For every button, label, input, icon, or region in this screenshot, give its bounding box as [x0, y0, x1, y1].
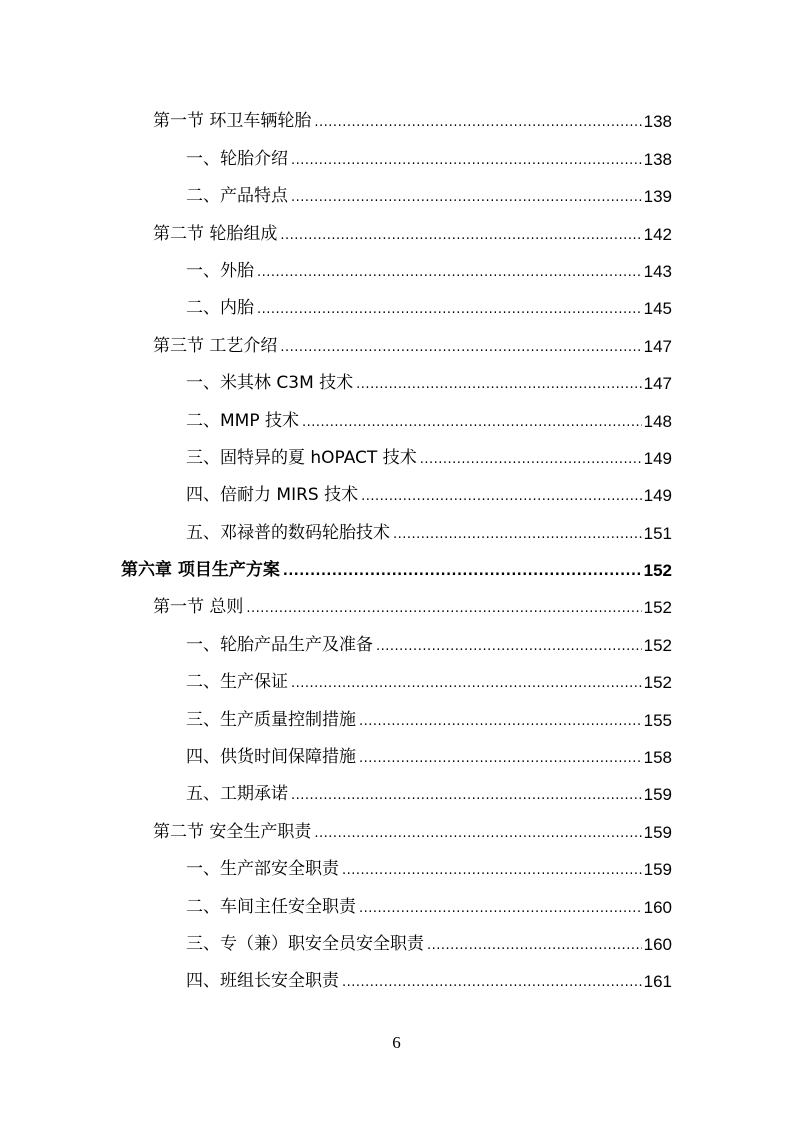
toc-entry-item[interactable] — [186, 847, 672, 884]
toc-entry-item[interactable] — [186, 660, 672, 697]
toc-entry-item[interactable] — [186, 735, 672, 772]
toc-entry-title: 二、产品特点 — [186, 186, 288, 207]
toc-entry-page-number: 143 — [643, 261, 672, 281]
toc-entry-title: 五、邓禄普的数码轮胎技术 — [186, 522, 390, 543]
toc-entry-page-number: 159 — [643, 822, 672, 842]
toc-entry-page-number: 147 — [643, 336, 672, 356]
toc-entry-title: 三、生产质量控制措施 — [186, 709, 356, 730]
dot-leader — [314, 116, 641, 129]
toc-entry-title: 五、工期承诺 — [186, 784, 288, 805]
toc-entry-page-number: 139 — [643, 187, 672, 207]
toc-entry-title: 四、倍耐力 MIRS 技术 — [186, 485, 359, 506]
toc-entry-title: 一、轮胎产品生产及准备 — [186, 634, 373, 655]
toc-entry-section[interactable] — [153, 211, 672, 248]
toc-entry-section[interactable] — [153, 99, 672, 136]
toc-entry-title: 三、专（兼）职安全员安全职责 — [186, 933, 424, 954]
dot-leader — [291, 154, 642, 167]
toc-entry-item[interactable] — [186, 922, 672, 959]
page-number: 6 — [392, 1033, 401, 1052]
toc-entry-title: 第三节 工艺介绍 — [153, 335, 278, 356]
dot-leader — [393, 528, 642, 541]
dot-leader — [280, 229, 641, 242]
dot-leader — [314, 827, 641, 840]
toc-entry-page-number: 151 — [643, 523, 672, 543]
dot-leader — [359, 715, 642, 728]
toc-entry-page-number: 161 — [643, 972, 672, 992]
dot-leader — [359, 752, 642, 765]
dot-leader — [257, 303, 642, 316]
dot-leader — [359, 902, 642, 915]
toc-entry-page-number: 149 — [643, 486, 672, 506]
toc-entry-item[interactable] — [186, 697, 672, 734]
dot-leader — [291, 191, 642, 204]
toc-entry-title: 二、MMP 技术 — [186, 410, 299, 431]
dot-leader — [257, 266, 642, 279]
toc-entry-title: 第二节 轮胎组成 — [153, 223, 278, 244]
dot-leader — [420, 453, 642, 466]
toc-entry-page-number: 152 — [643, 673, 672, 693]
toc-entry-item[interactable] — [186, 249, 672, 286]
toc-entry-page-number: 159 — [643, 785, 672, 805]
dot-leader — [342, 864, 642, 877]
dot-leader — [246, 602, 641, 615]
toc-entry-page-number: 138 — [643, 112, 672, 132]
toc-entry-title: 三、固特异的夏 hOPACT 技术 — [186, 447, 417, 468]
dot-leader — [361, 490, 642, 503]
toc-entry-page-number: 160 — [643, 934, 672, 954]
dot-leader — [342, 976, 642, 989]
toc-entry-title: 第一节 总则 — [153, 597, 244, 618]
toc-entry-title: 一、轮胎介绍 — [186, 148, 288, 169]
toc-entry-page-number: 152 — [643, 561, 672, 581]
dot-leader — [280, 341, 641, 354]
toc-entry-item[interactable] — [186, 286, 672, 323]
toc-entry-chapter[interactable] — [121, 548, 672, 585]
toc-entry-item[interactable] — [186, 361, 672, 398]
toc-entry-page-number: 147 — [643, 374, 672, 394]
toc-entry-section[interactable] — [153, 809, 672, 846]
toc-entry-item[interactable] — [186, 136, 672, 173]
dot-leader — [291, 789, 642, 802]
toc-entry-title: 二、车间主任安全职责 — [186, 896, 356, 917]
dot-leader — [356, 378, 641, 391]
toc-entry-page-number: 159 — [643, 860, 672, 880]
table-of-contents — [0, 99, 793, 996]
toc-entry-page-number: 138 — [643, 149, 672, 169]
toc-entry-page-number: 160 — [643, 897, 672, 917]
toc-entry-title: 第六章 项目生产方案 — [121, 560, 280, 581]
toc-entry-item[interactable] — [186, 398, 672, 435]
dot-leader — [302, 416, 642, 429]
toc-entry-item[interactable] — [186, 510, 672, 547]
toc-entry-title: 二、生产保证 — [186, 672, 288, 693]
toc-entry-item[interactable] — [186, 884, 672, 921]
toc-entry-page-number: 145 — [643, 299, 672, 319]
toc-entry-item[interactable] — [186, 174, 672, 211]
toc-entry-title: 第二节 安全生产职责 — [153, 821, 312, 842]
toc-entry-page-number: 152 — [643, 598, 672, 618]
toc-entry-item[interactable] — [186, 622, 672, 659]
toc-entry-page-number: 158 — [643, 748, 672, 768]
toc-entry-title: 一、米其林 C3M 技术 — [186, 373, 354, 394]
dot-leader — [283, 565, 642, 578]
toc-entry-item[interactable] — [186, 473, 672, 510]
toc-entry-section[interactable] — [153, 323, 672, 360]
toc-entry-title: 四、供货时间保障措施 — [186, 747, 356, 768]
toc-entry-page-number: 148 — [643, 411, 672, 431]
dot-leader — [427, 939, 642, 952]
toc-entry-page-number: 155 — [643, 710, 672, 730]
toc-entry-section[interactable] — [153, 585, 672, 622]
toc-entry-page-number: 142 — [643, 224, 672, 244]
toc-entry-page-number: 149 — [643, 448, 672, 468]
toc-entry-item[interactable] — [186, 959, 672, 996]
toc-entry-item[interactable] — [186, 772, 672, 809]
toc-entry-title: 一、生产部安全职责 — [186, 859, 339, 880]
dot-leader — [291, 677, 642, 690]
toc-entry-title: 二、内胎 — [186, 298, 254, 319]
toc-entry-title: 第一节 环卫车辆轮胎 — [153, 111, 312, 132]
dot-leader — [376, 640, 642, 653]
toc-entry-page-number: 152 — [643, 635, 672, 655]
toc-entry-title: 四、班组长安全职责 — [186, 971, 339, 992]
toc-entry-title: 一、外胎 — [186, 260, 254, 281]
toc-entry-item[interactable] — [186, 436, 672, 473]
